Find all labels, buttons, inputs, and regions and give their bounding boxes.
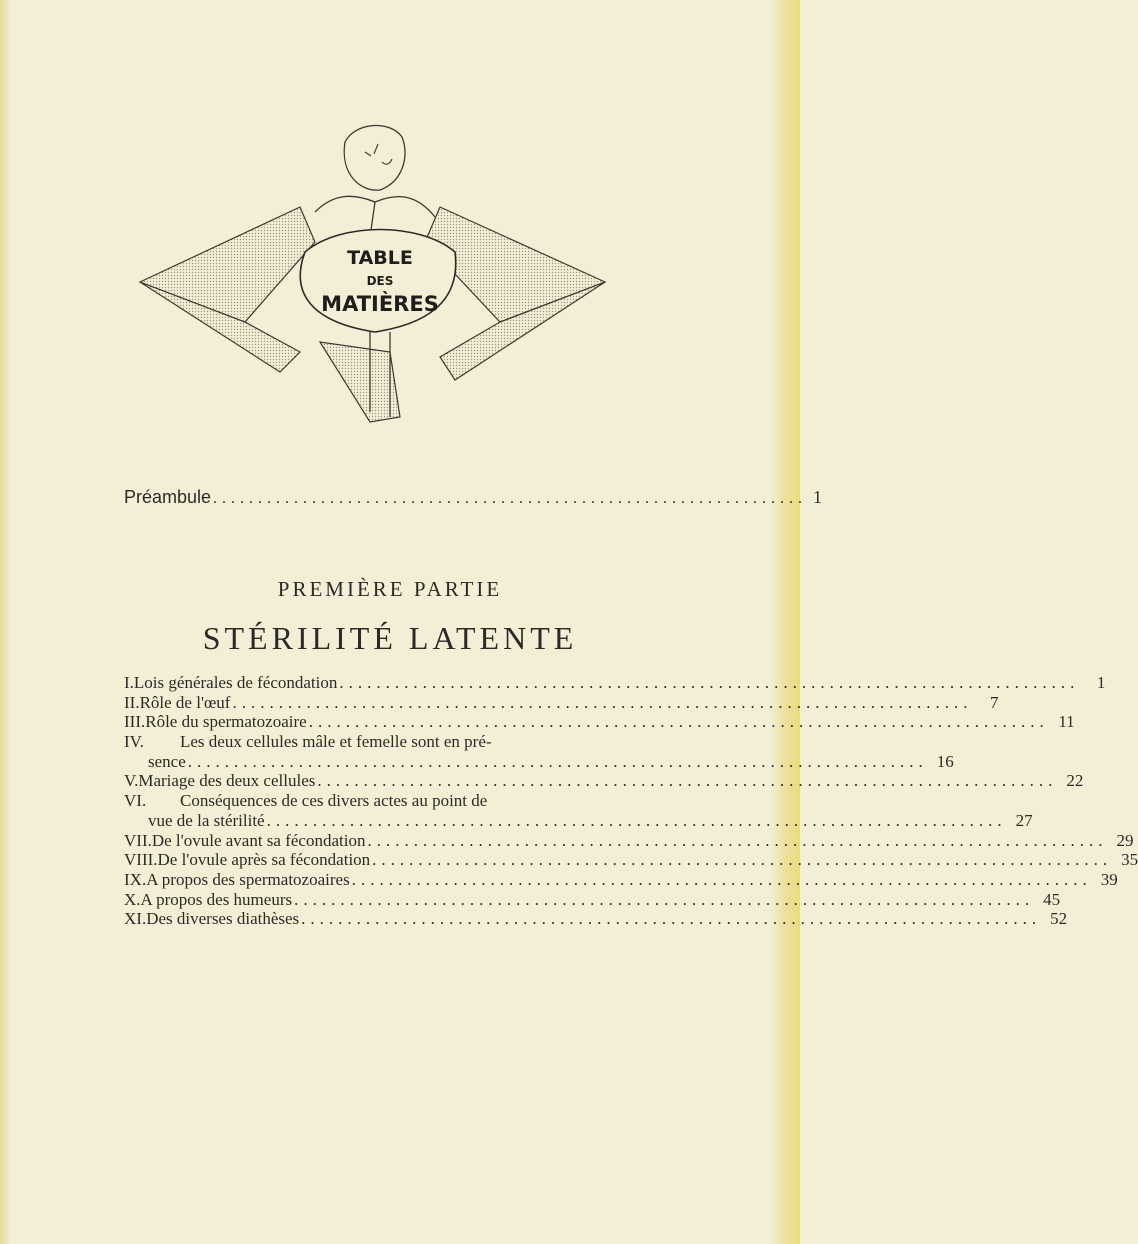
emblem-word-matieres: MATIÈRES <box>321 292 439 316</box>
toc-entry <box>124 771 1084 791</box>
part-heading: PREMIÈRE PARTIE <box>277 577 503 601</box>
toc-entry <box>124 909 1068 929</box>
toc-entry-number: V. <box>124 771 139 791</box>
toc-entry-page: 7 <box>989 692 999 712</box>
toc-entry-number: XI. <box>124 909 147 929</box>
figure-arms <box>315 196 435 217</box>
leader-dots: ................................................................................ <box>187 751 928 771</box>
leader-dots: ................................................................................ <box>294 889 1035 909</box>
leader-dots: ................................................................................ <box>317 771 1058 791</box>
toc-entry-title: Les deux cellules mâle et femelle sont en pré- <box>180 732 492 752</box>
toc-entry-page: 35 <box>1121 850 1138 870</box>
toc-entry-page: 27 <box>1015 810 1033 830</box>
toc-entry-page: 11 <box>1058 712 1075 732</box>
toc-entry-number: II. <box>124 692 140 712</box>
toc-entry-title: Conséquences de ces divers actes au point de <box>180 791 488 811</box>
toc-entry-title: A propos des spermatozoaires <box>146 869 350 889</box>
leader-dots: ................................................................................ <box>266 810 1007 830</box>
leader-dots: ................................................................................ <box>301 909 1042 929</box>
emblem-word-table: TABLE <box>347 247 413 269</box>
toc-entry-number: III. <box>124 712 146 732</box>
preambule-page: 1 <box>813 487 823 507</box>
toc-entry-title: A propos des humeurs <box>140 889 293 909</box>
toc-entry <box>124 869 1118 890</box>
toc-entry-number: IV. <box>124 732 144 752</box>
table-des-matieres-emblem <box>140 112 605 432</box>
toc-entry-page: 22 <box>1066 771 1084 791</box>
toc-entry-title: De l'ovule après sa fécondation <box>157 850 371 870</box>
leader-dots: ................................................................................ <box>351 869 1092 889</box>
left-upper-ray <box>140 207 315 322</box>
leader-dots: ................................................................................ <box>339 673 1080 692</box>
toc-entry-page: 16 <box>936 751 954 771</box>
toc-entry <box>124 830 1134 851</box>
toc-entry-page: 39 <box>1100 869 1118 889</box>
toc-entry <box>124 889 1061 910</box>
toc-entry-page: 1 <box>1096 673 1106 692</box>
toc-entry-title: Rôle de l'œuf <box>139 692 231 712</box>
toc-entry <box>124 712 1075 732</box>
toc-entry <box>124 692 999 713</box>
table-of-contents <box>124 673 1138 929</box>
bottom-ray <box>320 342 400 422</box>
section-title: STÉRILITÉ LATENTE <box>202 620 578 656</box>
leader-dots: ................................................................................ <box>367 830 1108 850</box>
leader-dots: .................................................................. <box>213 490 808 507</box>
toc-entry-number: VIII. <box>124 850 158 870</box>
toc-entry-number: VII. <box>124 830 152 850</box>
toc-entry-title: Lois générales de fécondation <box>133 673 338 692</box>
toc-entry <box>124 751 954 772</box>
toc-entry <box>124 732 656 752</box>
toc-entry <box>124 850 1138 870</box>
leader-dots: ................................................................................ <box>308 712 1049 732</box>
toc-entry-title: Des diverses diathèses <box>146 909 300 929</box>
toc-entry <box>124 810 1033 831</box>
toc-entry-page: 45 <box>1043 889 1061 909</box>
toc-entry <box>124 791 656 811</box>
leader-dots: ................................................................................ <box>372 850 1113 870</box>
toc-entry <box>124 673 1106 693</box>
toc-entry-title: Rôle du spermatozoaire <box>145 712 307 732</box>
leader-dots: ................................................................................ <box>232 692 973 712</box>
toc-entry-number: IX. <box>124 869 147 889</box>
toc-entry-number: VI. <box>124 791 147 811</box>
figure-head <box>344 126 405 191</box>
toc-entry-number: I. <box>124 673 134 692</box>
toc-entry-title: Mariage des deux cellules <box>138 771 316 791</box>
toc-entry-title: De l'ovule avant sa fécondation <box>151 830 366 850</box>
toc-entry-number: X. <box>124 889 141 909</box>
preambule-title: Préambule <box>124 487 212 507</box>
preambule-entry <box>124 487 823 508</box>
toc-entry-title: sence <box>148 751 186 771</box>
toc-entry-page: 29 <box>1116 830 1134 850</box>
toc-entry-title: vue de la stérilité <box>148 810 265 830</box>
toc-entry-page: 52 <box>1050 909 1068 929</box>
emblem-word-des: DES <box>366 274 394 288</box>
